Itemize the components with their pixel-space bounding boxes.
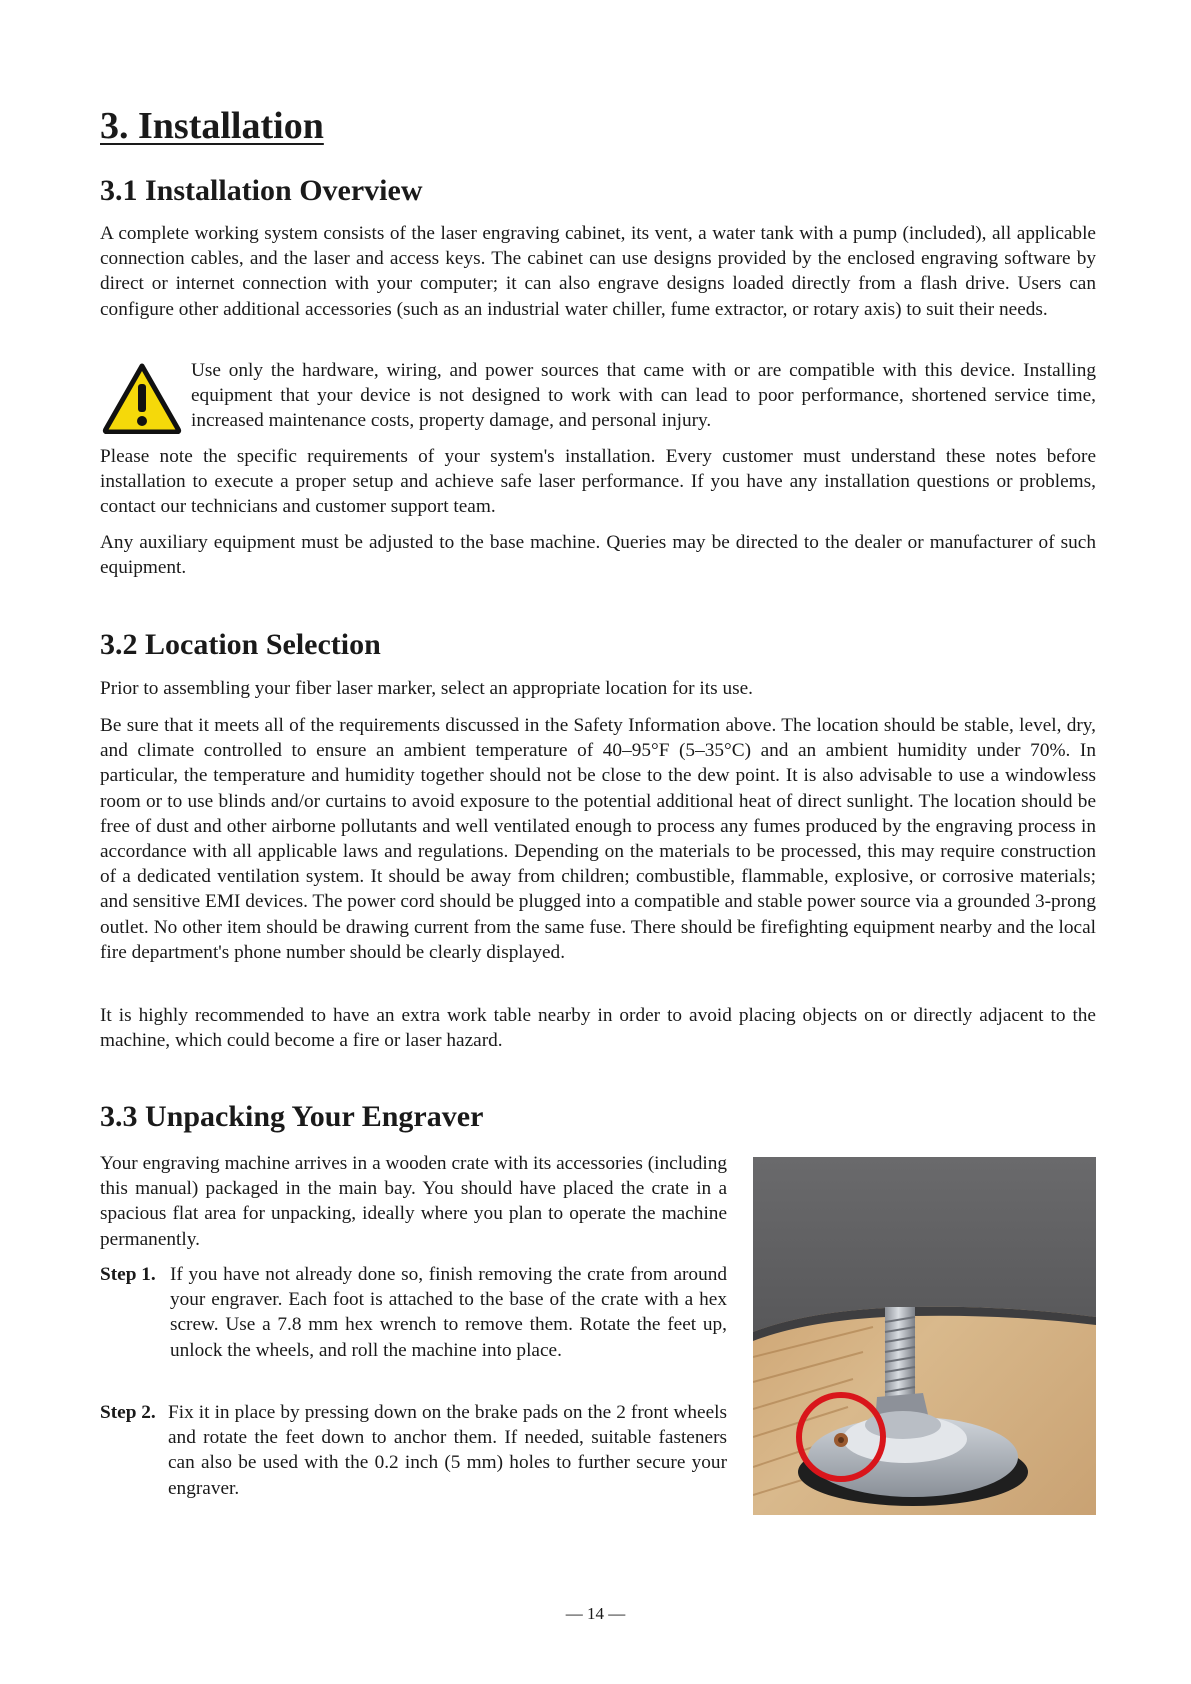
step-2-label: Step 2.: [100, 1402, 156, 1423]
leveling-foot-photo: [753, 1157, 1096, 1515]
overview-paragraph-2: Please note the specific requirements of your system's installation. Every customer must understand these notes before installation to execute a proper setup and achieve safe laser performance. If you have any installation questions or problems, contact our technicians and customer support team.: [100, 446, 1096, 518]
overview-paragraph-3: Any auxiliary equipment must be adjusted to the base machine. Queries may be directed to the dealer or manufacturer of such equipment.: [100, 532, 1096, 579]
section-title-overview: 3.1 Installation Overview: [100, 174, 423, 207]
unpacking-paragraph: Your engraving machine arrives in a wooden crate with its accessories (including this manual) packaged in the main bay. You should have placed the crate in a spacious flat area for unpacking, ideally where you plan to operate the machine permanently.: [100, 1153, 727, 1250]
location-paragraph-3: It is highly recommended to have an extra work table nearby in order to avoid placing objects on or directly adjacent to the machine, which could become a fire or laser hazard.: [100, 1005, 1096, 1052]
step-2-text: Fix it in place by pressing down on the brake pads on the 2 front wheels and rotate the feet down to anchor them. If needed, suitable fasteners can also be used with the 0.2 inch (5 mm) holes to further secure your engraver.: [168, 1402, 727, 1499]
location-paragraph-2: Be sure that it meets all of the requirements discussed in the Safety Information above. The location should be stable, level, dry, and climate controlled to ensure an ambient temperature of 40–95°F (5–35°C) and an ambient humidity under 70%. In particular, the temperature and humidity together should not be close to the dew point. It is also advisable to use a windowless room or to use blinds and/or curtains to avoid exposure to the potential additional heat of direct sunlight. The location should be free of dust and other airborne pollutants and well ventilated enough to process any fumes produced by the engraving process in accordance with all applicable laws and regulations. Depending on the materials to be processed, this may require construction of a dedicated ventilation system. It should be away from children; combustible, flammable, explosive, or corrosive materials; and sensitive EMI devices. The power cord should be plugged into a compatible and stable power source via a grounded 3-prong outlet. No other item should be drawing current from the same fuse. There should be firefighting equipment nearby and the local fire department's phone number should be clearly displayed.: [100, 715, 1096, 963]
warning-text: Use only the hardware, wiring, and power sources that came with or are compatible with this device. Installing equipment that your device is not designed to work with can lead to poor performance, shortened service time, increased maintenance costs, property damage, and personal injury.: [191, 360, 1096, 432]
chapter-heading: 3. Installation: [100, 105, 324, 147]
section-title-location: 3.2 Location Selection: [100, 628, 381, 661]
warning-triangle-icon: [102, 362, 182, 434]
page-number: — 14 —: [565, 1604, 626, 1623]
step-1-label: Step 1.: [100, 1264, 156, 1285]
overview-paragraph-1: A complete working system consists of the laser engraving cabinet, its vent, a water tank with a pump (included), all applicable connection cables, and the laser and access keys. The cabinet can use designs provided by the enclosed engraving software by direct or internet connection with your computer; it can also engrave designs loaded directly from a flash drive. Users can configure other additional accessories (such as an industrial water chiller, fume extractor, or rotary axis) to suit their needs.: [100, 223, 1096, 320]
location-paragraph-1: Prior to assembling your fiber laser marker, select an appropriate location for its use.: [100, 678, 753, 699]
step-1-text: If you have not already done so, finish removing the crate from around your engraver. Each foot is attached to the base of the crate with a hex screw. Use a 7.8 mm hex wrench to remove them. Rotate the feet up, unlock the wheels, and roll the machine into place.: [170, 1264, 727, 1361]
section-title-unpacking: 3.3 Unpacking Your Engraver: [100, 1100, 484, 1133]
